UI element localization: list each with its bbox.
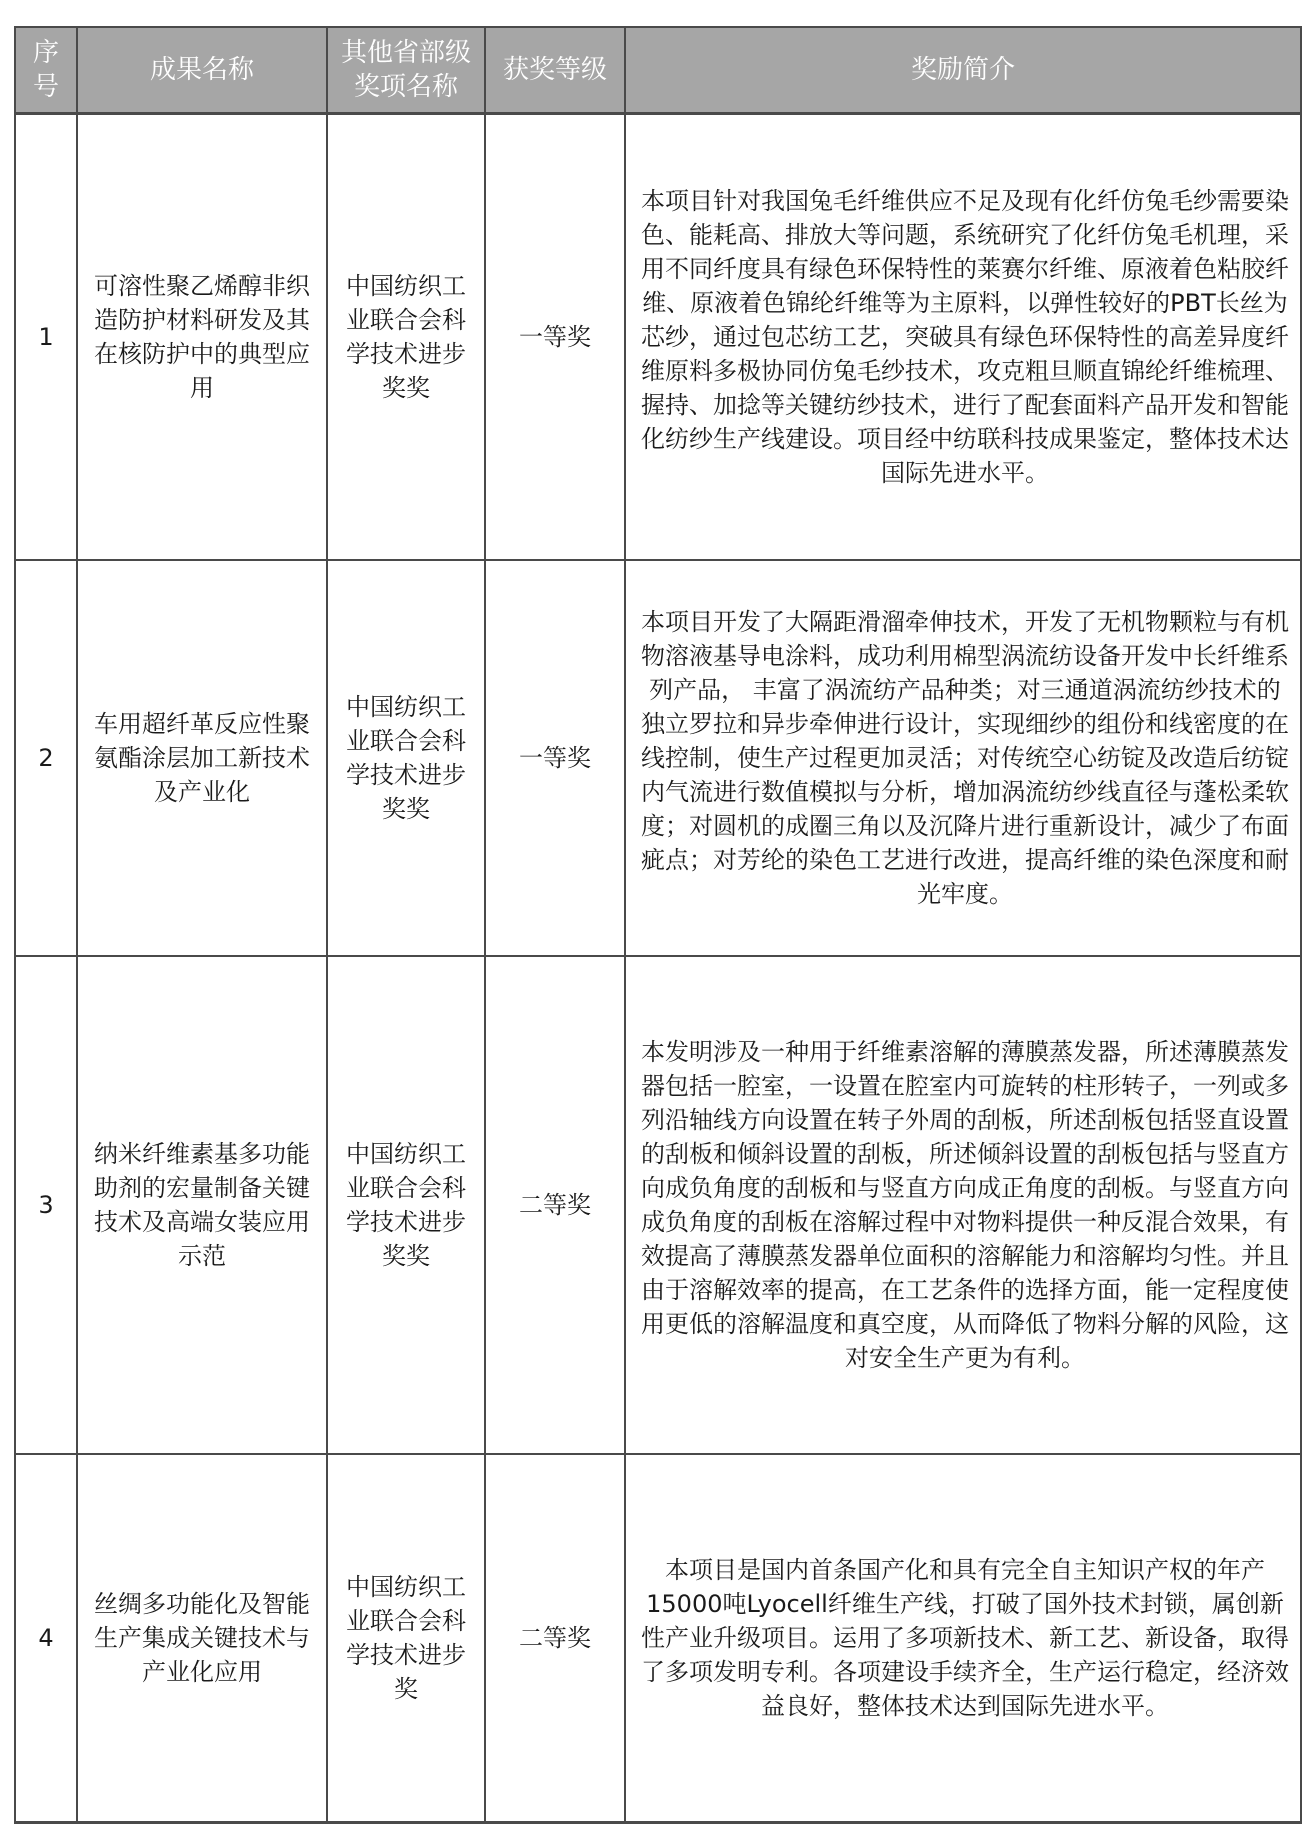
- table-header: [15, 27, 1301, 114]
- cell-description: 本发明涉及一种用于纤维素溶解的薄膜蒸发器，所述薄膜蒸发器包括一腔室，一设置在腔室内可旋转的柱形转子，一列或多列沿轴线方向设置在转子外周的刮板，所述刮板包括竖直设置的刮板和倾斜设置的刮板，所述倾斜设置的刮板包括与竖直方向成负角度的刮板和与竖直方向成正角度的刮板。与竖直方向成负角度的刮板在溶解过程中对物料提供一种反混合效果，有效提高了薄膜蒸发器单位面积的溶解能力和溶解均匀性。并且由于溶解效率的提高，在工艺条件的选择方面，能一定程度使用更低的溶解温度和真空度，从而降低了物料分解的风险，这对安全生产更为有利。: [625, 956, 1301, 1454]
- header-award-name: 其他省部级奖项名称: [327, 27, 485, 114]
- cell-name: 车用超纤革反应性聚氨酯涂层加工新技术及产业化: [77, 560, 327, 956]
- cell-level: 一等奖: [485, 560, 625, 956]
- table-row: [15, 956, 1301, 1454]
- cell-no: 2: [15, 560, 77, 956]
- cell-award-name: 中国纺织工业联合会科学技术进步奖奖: [327, 114, 485, 561]
- cell-no: 1: [15, 114, 77, 561]
- cell-description: 本项目开发了大隔距滑溜牵伸技术，开发了无机物颗粒与有机物溶液基导电涂料，成功利用棉型涡流纺设备开发中长纤维系列产品， 丰富了涡流纺产品种类；对三通道涡流纺纱技术的独立罗拉和异步牵伸进行设计，实现细纱的组份和线密度的在线控制，使生产过程更加灵活；对传统空心纺锭及改造后纺锭内气流进行数值模拟与分析，增加涡流纺纱线直径与蓬松柔软度；对圆机的成圈三角以及沉降片进行重新设计，减少了布面疵点；对芳纶的染色工艺进行改进，提高纤维的染色深度和耐光牢度。: [625, 560, 1301, 956]
- header-name: 成果名称: [77, 27, 327, 114]
- cell-name: 纳米纤维素基多功能助剂的宏量制备关键技术及高端女装应用示范: [77, 956, 327, 1454]
- cell-description: 本项目针对我国兔毛纤维供应不足及现有化纤仿兔毛纱需要染色、能耗高、排放大等问题，系统研究了化纤仿兔毛机理，采用不同纤度具有绿色环保特性的莱赛尔纤维、原液着色粘胶纤维、原液着色锦纶纤维等为主原料，以弹性较好的PBT长丝为芯纱，通过包芯纺工艺，突破具有绿色环保特性的高差异度纤维原料多极协同仿兔毛纱技术，攻克粗旦顺直锦纶纤维梳理、握持、加捻等关键纺纱技术，进行了配套面料产品开发和智能化纺纱生产线建设。项目经中纺联科技成果鉴定，整体技术达国际先进水平。: [625, 114, 1301, 561]
- cell-award-name: 中国纺织工业联合会科学技术进步奖奖: [327, 956, 485, 1454]
- awards-table: [14, 26, 1302, 1824]
- table-row: [15, 114, 1301, 561]
- table-row: [15, 560, 1301, 956]
- cell-level: 一等奖: [485, 114, 625, 561]
- header-description: 奖励简介: [625, 27, 1301, 114]
- cell-award-name: 中国纺织工业联合会科学技术进步奖奖: [327, 560, 485, 956]
- cell-description: 本项目是国内首条国产化和具有完全自主知识产权的年产15000吨Lyocell纤维生产线，打破了国外技术封锁，属创新性产业升级项目。运用了多项新技术、新工艺、新设备，取得了多项发明专利。各项建设手续齐全，生产运行稳定，经济效益良好，整体技术达到国际先进水平。: [625, 1454, 1301, 1823]
- cell-award-name: 中国纺织工业联合会科学技术进步奖: [327, 1454, 485, 1823]
- cell-level: 二等奖: [485, 1454, 625, 1823]
- cell-name: 丝绸多功能化及智能生产集成关键技术与产业化应用: [77, 1454, 327, 1823]
- cell-name: 可溶性聚乙烯醇非织造防护材料研发及其在核防护中的典型应用: [77, 114, 327, 561]
- cell-no: 4: [15, 1454, 77, 1823]
- cell-level: 二等奖: [485, 956, 625, 1454]
- cell-no: 3: [15, 956, 77, 1454]
- header-level: 获奖等级: [485, 27, 625, 114]
- header-no: 序号: [15, 27, 77, 114]
- header-row: [15, 27, 1301, 114]
- table-row: [15, 1454, 1301, 1823]
- table-body: [15, 114, 1301, 1823]
